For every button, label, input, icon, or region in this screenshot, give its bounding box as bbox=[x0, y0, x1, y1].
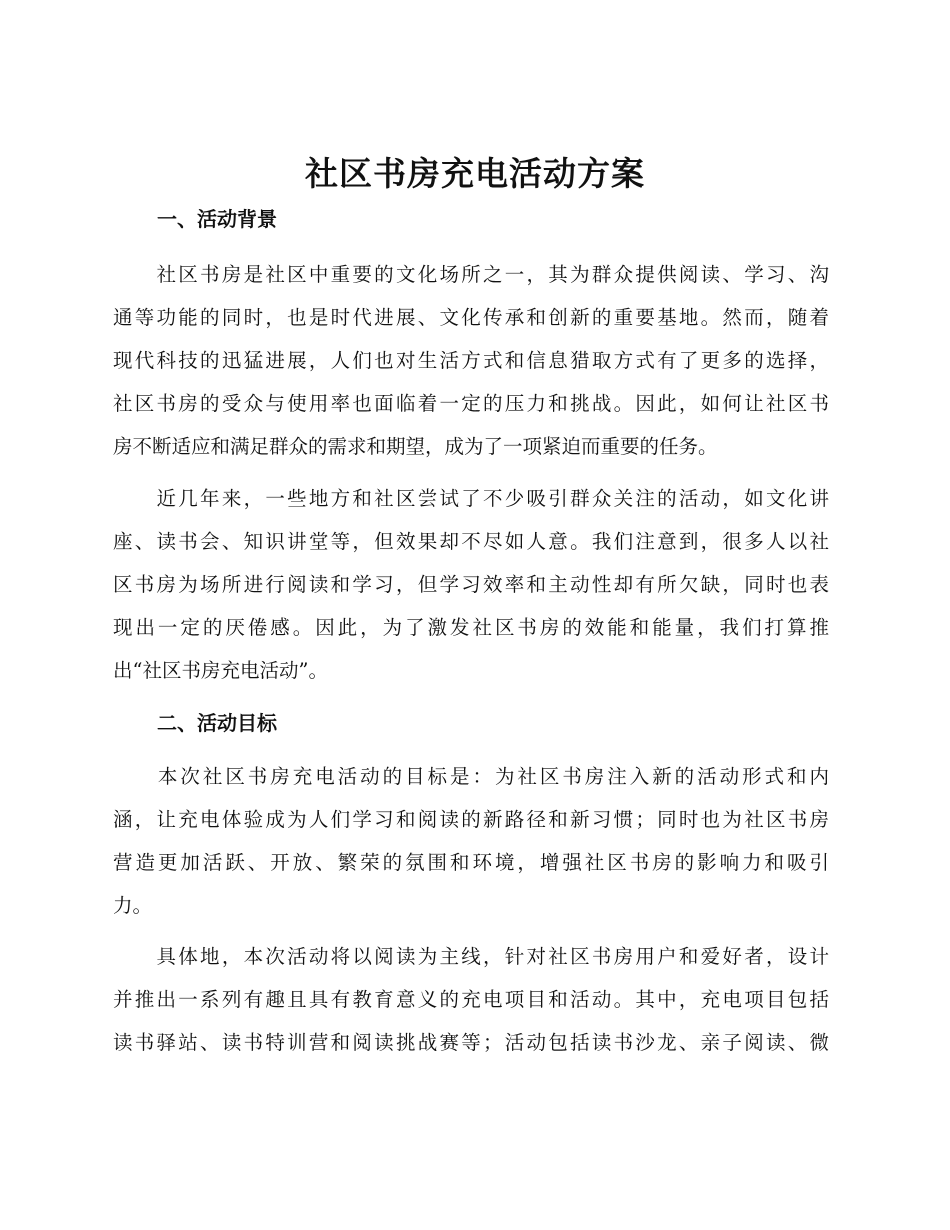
text-line: 并推出一系列有趣且具有教育意义的充电项目和活动。其中，充电项目包括 bbox=[113, 988, 829, 1011]
text-line: 现代科技的迅猛进展，人们也对生活方式和信息猎取方式有了更多的选择， bbox=[113, 349, 829, 372]
text-line: 社区书房的受众与使用率也面临着一定的压力和挑战。因此，如何让社区书 bbox=[113, 392, 829, 415]
paragraph-goals-2 bbox=[113, 935, 829, 1064]
text-line: 涵，让充电体验成为人们学习和阅读的新路径和新习惯；同时也为社区书房 bbox=[113, 808, 829, 831]
text-line: 具体地，本次活动将以阅读为主线，针对社区书房用户和爱好者，设计 bbox=[113, 945, 829, 968]
text-line: 现出一定的厌倦感。因此，为了激发社区书房的效能和能量，我们打算推 bbox=[113, 616, 829, 639]
text-line: 社区书房是社区中重要的文化场所之一，其为群众提供阅读、学习、沟 bbox=[113, 263, 829, 286]
text-line: 通等功能的同时，也是时代进展、文化传承和创新的重要基地。然而，随着 bbox=[113, 306, 829, 329]
paragraph-background-2 bbox=[113, 477, 829, 692]
section-heading-goals: 二、活动目标 bbox=[157, 711, 277, 735]
text-line: 力。 bbox=[113, 894, 153, 917]
text-line: 出“社区书房充电活动”。 bbox=[113, 659, 328, 682]
text-line: 近几年来，一些地方和社区尝试了不少吸引群众关注的活动，如文化讲 bbox=[113, 487, 829, 510]
text-line: 座、读书会、知识讲堂等，但效果却不尽如人意。我们注意到，很多人以社 bbox=[113, 530, 829, 553]
text-line: 本次社区书房充电活动的目标是：为社区书房注入新的活动形式和内 bbox=[113, 765, 829, 788]
paragraph-background-1 bbox=[113, 253, 829, 468]
text-line: 读书驿站、读书特训营和阅读挑战赛等；活动包括读书沙龙、亲子阅读、微 bbox=[113, 1031, 829, 1054]
paragraph-goals-1 bbox=[113, 755, 829, 927]
text-line: 区书房为场所进行阅读和学习，但学习效率和主动性却有所欠缺，同时也表 bbox=[113, 573, 829, 596]
text-line: 房不断适应和满足群众的需求和期望，成为了一项紧迫而重要的任务。 bbox=[113, 435, 718, 458]
text-line: 营造更加活跃、开放、繁荣的氛围和环境，增强社区书房的影响力和吸引 bbox=[113, 851, 829, 874]
document-title: 社区书房充电活动方案 bbox=[305, 154, 645, 193]
section-heading-background: 一、活动背景 bbox=[157, 207, 277, 231]
